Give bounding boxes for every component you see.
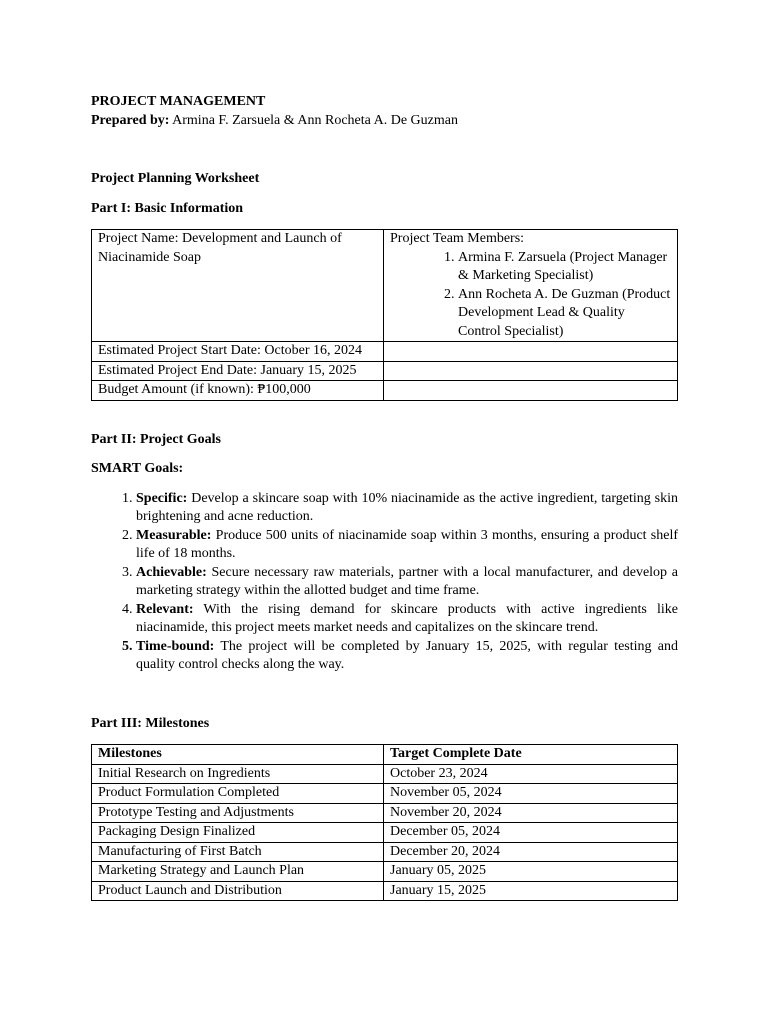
list-item: 1. Armina F. Zarsuela (Project Manager & Marketing Specialist): [458, 249, 671, 286]
date-cell: January 15, 2025: [384, 881, 678, 901]
table-row: [92, 361, 678, 381]
milestone-cell: Packaging Design Finalized: [92, 823, 384, 843]
team-members-cell: [384, 230, 678, 342]
part3-heading: Part III: Milestones: [91, 715, 210, 731]
smart-goals-list: [91, 490, 678, 675]
date-cell: December 20, 2024: [384, 842, 678, 862]
date-cell: October 23, 2024: [384, 764, 678, 784]
smart-heading: SMART Goals:: [91, 461, 184, 476]
list-item: [136, 490, 678, 527]
milestone-cell: Initial Research on Ingredients: [92, 764, 384, 784]
table-row: [92, 381, 678, 401]
date-cell: January 05, 2025: [384, 862, 678, 882]
empty-cell: [384, 361, 678, 381]
basic-info-table: [91, 229, 678, 401]
milestone-cell: Prototype Testing and Adjustments: [92, 803, 384, 823]
goal-label: Measurable:: [136, 527, 212, 543]
table-row: [92, 823, 678, 843]
team-list: [390, 249, 671, 342]
milestone-cell: Manufacturing of First Batch: [92, 842, 384, 862]
milestones-column-header: Milestones: [92, 745, 384, 765]
team-label: Project Team Members:: [390, 231, 525, 246]
empty-cell: [384, 381, 678, 401]
table-row: [92, 842, 678, 862]
table-header-row: [92, 745, 678, 765]
table-row: [92, 342, 678, 362]
milestone-cell: Product Launch and Distribution: [92, 881, 384, 901]
goal-text: Develop a skincare soap with 10% niacinamide as the active ingredient, targeting skin brightening and acne reduction.: [136, 490, 678, 524]
end-date-cell: Estimated Project End Date: January 15, 2025: [92, 361, 384, 381]
table-row: [92, 862, 678, 882]
project-name-cell: Project Name: Development and Launch of Niacinamide Soap: [92, 230, 384, 342]
list-item: 2. Ann Rocheta A. De Guzman (Product Development Lead & Quality Control Specialist): [458, 286, 671, 342]
empty-cell: [384, 342, 678, 362]
document-header: [91, 93, 678, 130]
list-item: [136, 527, 678, 564]
goal-text: With the rising demand for skincare products with active ingredients like niacinamide, this project meets market needs and capitalizes on the skincare trend.: [136, 601, 678, 635]
list-item: [136, 564, 678, 601]
date-cell: November 05, 2024: [384, 784, 678, 804]
start-date-cell: Estimated Project Start Date: October 16, 2024: [92, 342, 384, 362]
milestones-table: [91, 744, 678, 901]
table-row: [92, 764, 678, 784]
milestone-cell: Marketing Strategy and Launch Plan: [92, 862, 384, 882]
prepared-by-label: Prepared by:: [91, 112, 170, 128]
milestone-cell: Product Formulation Completed: [92, 784, 384, 804]
part2-heading: Part II: Project Goals: [91, 431, 221, 447]
goal-label: Specific:: [136, 490, 188, 506]
table-row: [92, 784, 678, 804]
goal-label: Time-bound:: [136, 638, 215, 654]
table-row: [92, 230, 678, 342]
list-item: [136, 601, 678, 638]
date-cell: November 20, 2024: [384, 803, 678, 823]
budget-cell: Budget Amount (if known): ₱100,000: [92, 381, 384, 401]
part1-heading: Part I: Basic Information: [91, 200, 244, 216]
prepared-by-names: Armina F. Zarsuela & Ann Rocheta A. De Guzman: [169, 112, 458, 128]
goal-text: The project will be completed by January 15, 2025, with regular testing and quality control checks along the way.: [136, 638, 678, 672]
document-page: [91, 93, 678, 901]
goal-label: Relevant:: [136, 601, 194, 617]
table-row: [92, 803, 678, 823]
prepared-by: [91, 112, 678, 131]
goal-text: Produce 500 units of niacinamide soap within 3 months, ensuring a product shelf life of 18 months.: [136, 527, 678, 561]
table-row: [92, 881, 678, 901]
date-cell: December 05, 2024: [384, 823, 678, 843]
goal-label: Achievable:: [136, 564, 207, 580]
worksheet-title: Project Planning Worksheet: [91, 171, 260, 186]
document-title: PROJECT MANAGEMENT: [91, 94, 266, 109]
goal-text: Secure necessary raw materials, partner with a local manufacturer, and develop a marketing strategy within the allotted budget and time frame.: [136, 564, 678, 598]
date-column-header: Target Complete Date: [384, 745, 678, 765]
list-item: [136, 638, 678, 675]
